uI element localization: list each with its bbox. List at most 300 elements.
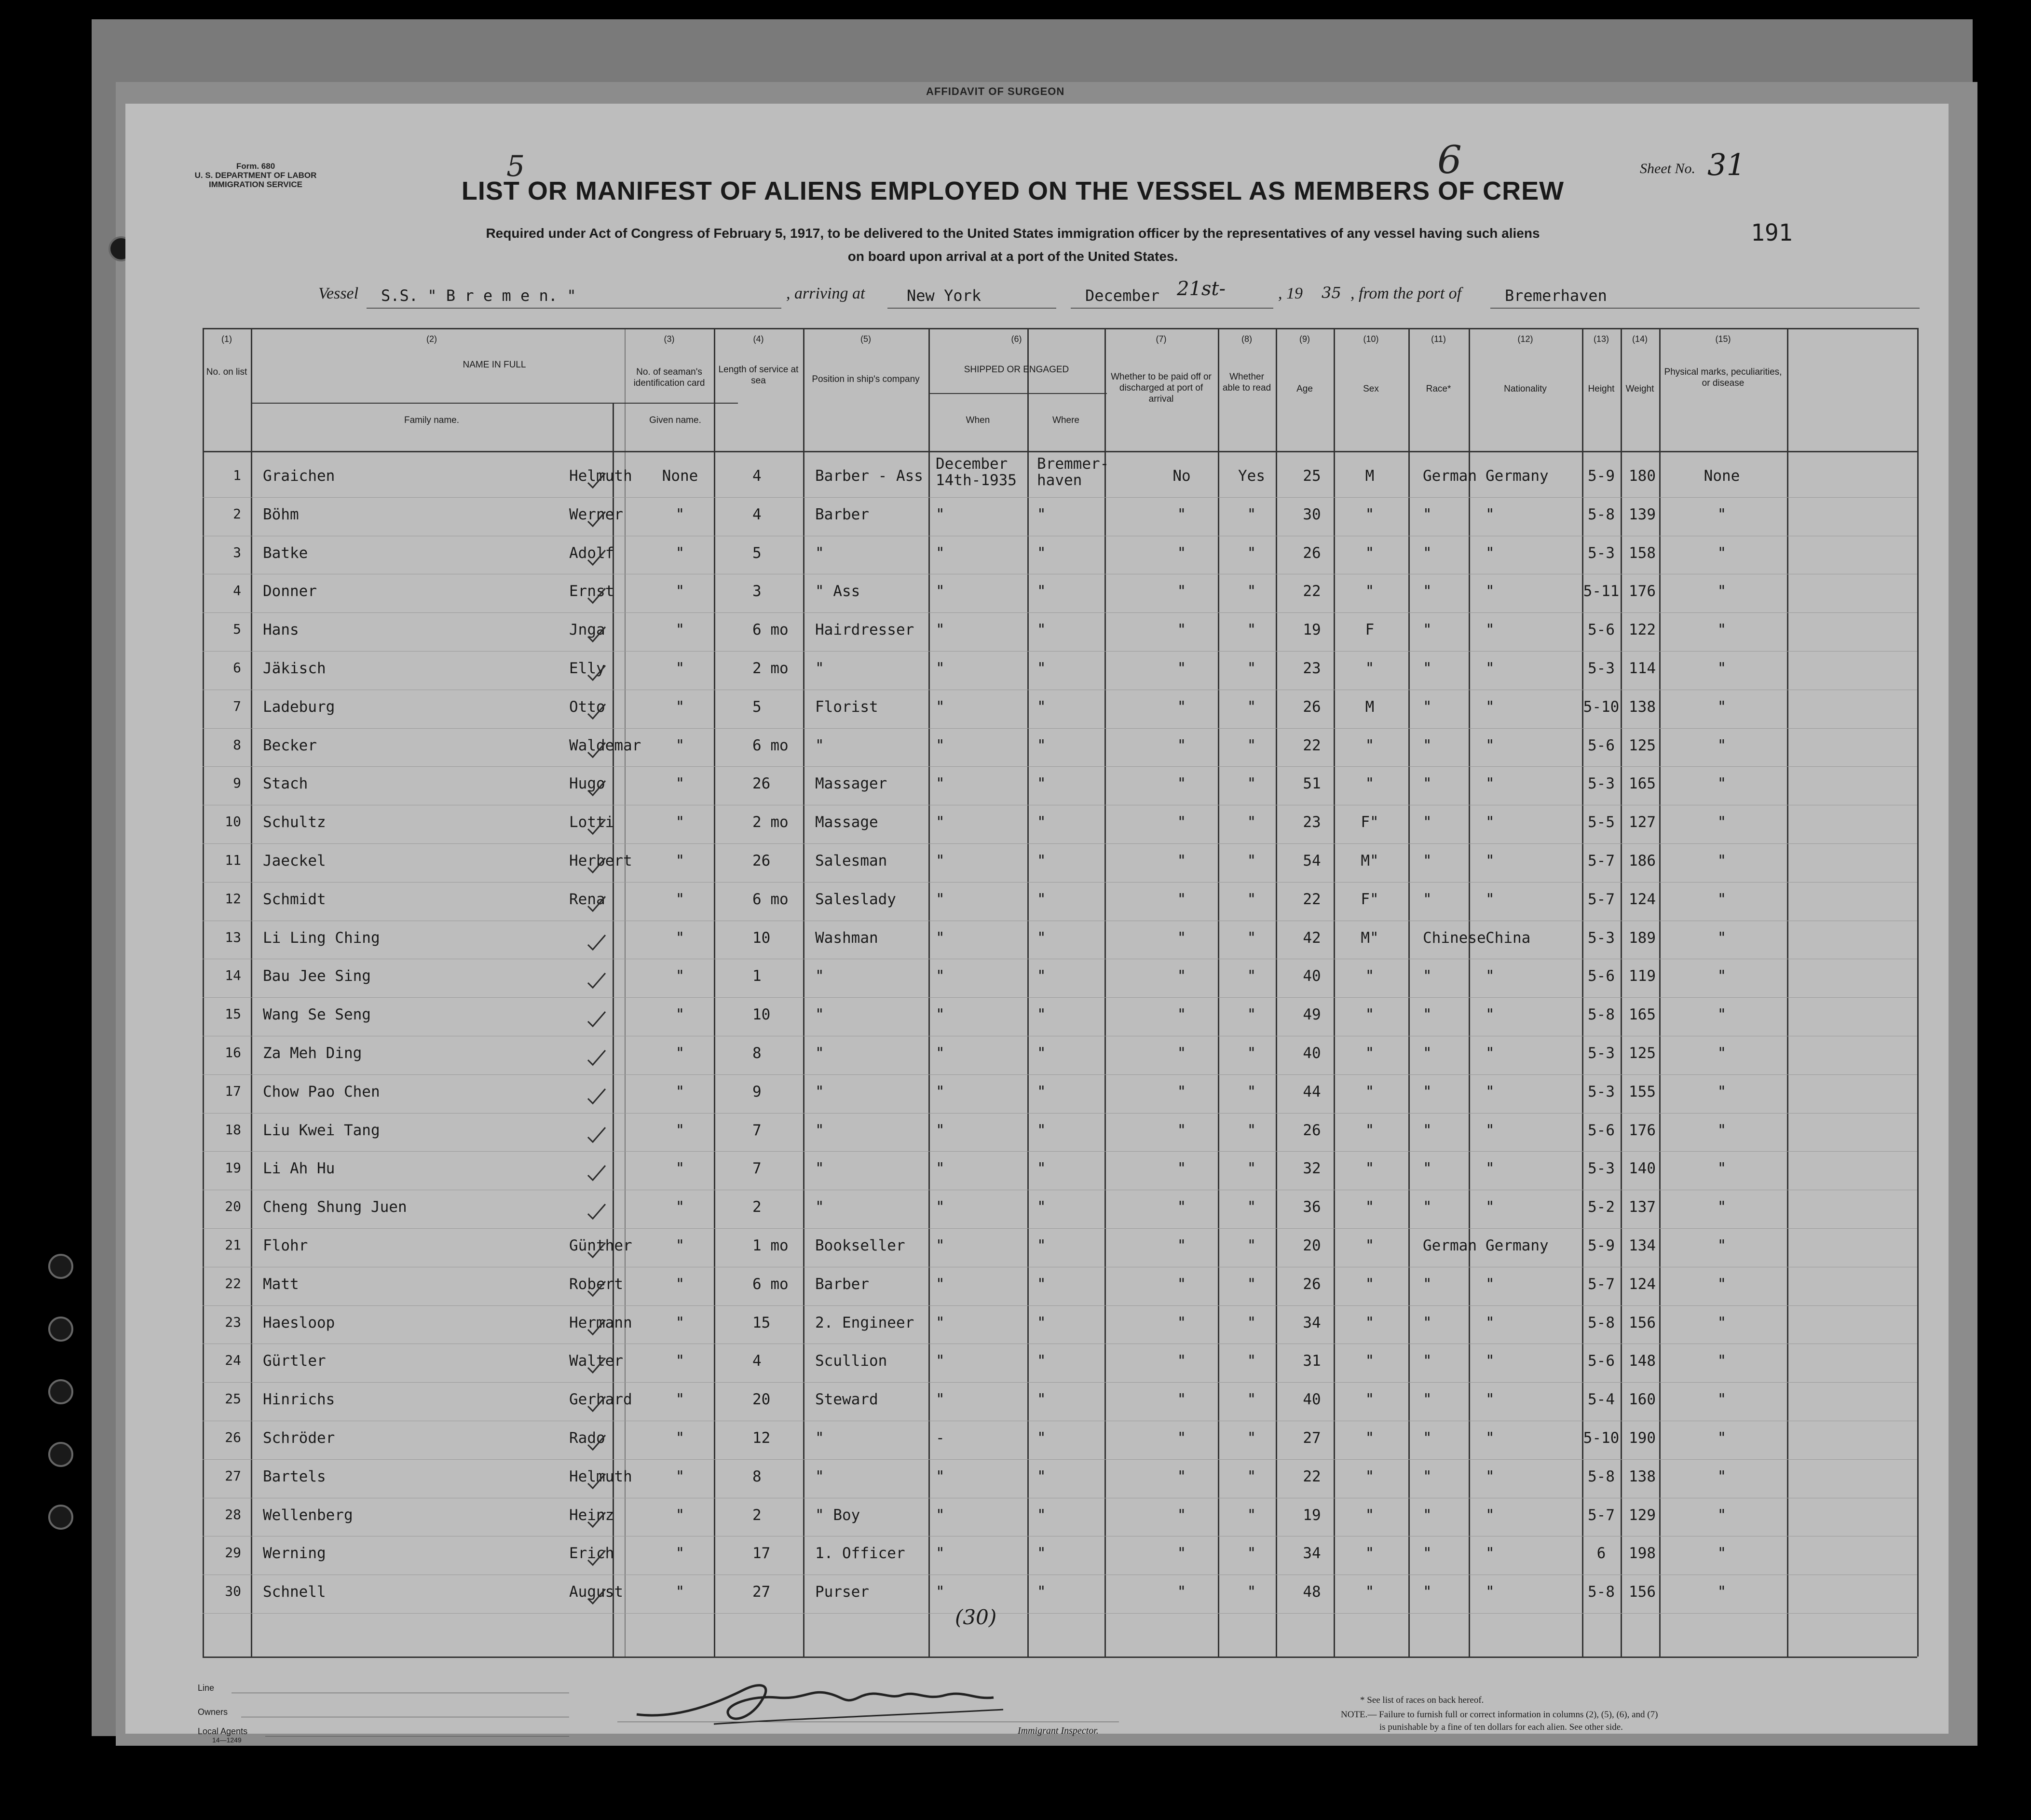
sex: " [1365, 1506, 1375, 1524]
paid-off: " [1177, 698, 1186, 716]
sex: F" [1361, 890, 1379, 908]
subheader-rule [251, 403, 738, 404]
height: 5-3 [1588, 1083, 1615, 1100]
age: 51 [1303, 775, 1321, 793]
paid-off: " [1177, 583, 1186, 600]
row-rule [203, 497, 1917, 498]
physical-marks: " [1717, 1583, 1727, 1601]
height: 5-11 [1583, 583, 1620, 600]
row-number: 24 [225, 1352, 241, 1369]
sex: " [1365, 1545, 1375, 1562]
table-column-rule [251, 328, 252, 1657]
weight: 176 [1629, 1121, 1656, 1139]
service-length: 2 [752, 1198, 762, 1216]
physical-marks: " [1717, 1275, 1727, 1293]
id-card: " [675, 1237, 685, 1254]
sex: " [1365, 1083, 1375, 1100]
shipped-when: " [936, 967, 945, 985]
physical-marks: " [1717, 1198, 1727, 1216]
paid-off: " [1177, 1545, 1186, 1562]
id-card: " [675, 1391, 685, 1409]
height: 5-6 [1588, 736, 1615, 754]
paid-off: " [1177, 1237, 1186, 1254]
position: " [815, 967, 824, 985]
sex: " [1365, 1121, 1375, 1139]
age: 23 [1303, 660, 1321, 677]
column-header-sex: Sex [1363, 384, 1379, 394]
shipped-where: " [1037, 1583, 1046, 1601]
position: " [815, 1083, 824, 1100]
check-mark-icon [586, 1047, 607, 1067]
paid-off: " [1177, 544, 1186, 562]
height: 5-3 [1588, 660, 1615, 677]
given-name: Herbert [569, 852, 632, 869]
check-mark-icon [586, 1394, 607, 1413]
from-port-label: , from the port of [1350, 285, 1462, 302]
manifest-sheet [125, 85, 1949, 1744]
age: 25 [1303, 467, 1321, 485]
race: German [1423, 467, 1477, 485]
paid-off: " [1177, 1006, 1186, 1024]
weight: 189 [1629, 929, 1656, 947]
age: 49 [1303, 1006, 1321, 1024]
shipped-where: " [1037, 621, 1046, 639]
check-mark-icon [586, 1548, 607, 1567]
shipped-subcolumn-rule [1027, 393, 1029, 1657]
department-name: U. S. DEPARTMENT OF LABOR [194, 171, 317, 180]
position: Salesman [815, 852, 887, 869]
row-number: 4 [233, 583, 241, 599]
height: 5-3 [1588, 929, 1615, 947]
sex: M [1365, 698, 1375, 716]
page-subtitle [376, 222, 1649, 268]
service-name: IMMIGRATION SERVICE [209, 180, 302, 189]
nationality: " [1486, 621, 1495, 639]
position: 2. Engineer [815, 1314, 914, 1331]
row-number: 19 [225, 1160, 241, 1176]
family-name: Matt [263, 1275, 299, 1293]
sex: " [1365, 1198, 1375, 1216]
shipped-where: " [1037, 1237, 1046, 1254]
row-rule [203, 612, 1917, 613]
check-mark-icon [586, 1509, 607, 1529]
weight: 160 [1629, 1391, 1656, 1409]
row-number: 15 [225, 1006, 241, 1022]
able-to-read: " [1247, 1429, 1256, 1447]
family-name: Wang Se Seng [263, 1006, 371, 1024]
able-to-read: " [1247, 1160, 1256, 1178]
row-rule [203, 882, 1917, 883]
height: 5-3 [1588, 1160, 1615, 1178]
able-to-read: " [1247, 1467, 1256, 1485]
weight: 138 [1629, 698, 1656, 716]
column-header-paid-off: Whether to be paid off or discharged at port of arrival [1111, 372, 1212, 404]
weight: 155 [1629, 1083, 1656, 1100]
able-to-read: " [1247, 1198, 1256, 1216]
table-column-rule [1276, 328, 1277, 1657]
nationality: " [1486, 1160, 1495, 1178]
weight: 137 [1629, 1198, 1656, 1216]
paid-off: " [1177, 967, 1186, 985]
check-mark-icon [586, 1317, 607, 1336]
binder-hole [48, 1317, 73, 1342]
given-name: Adolf [569, 544, 614, 562]
family-name: Wellenberg [263, 1506, 353, 1524]
row-number: 6 [233, 660, 241, 676]
row-number: 1 [233, 467, 241, 483]
table-column-rule [1469, 328, 1470, 1657]
shipped-where: " [1037, 967, 1046, 985]
column-number: (11) [1431, 334, 1446, 344]
paid-off: " [1177, 1314, 1186, 1331]
shipped-where: " [1037, 1045, 1046, 1062]
race: " [1423, 814, 1432, 831]
height: 5-9 [1588, 467, 1615, 485]
service-length: 10 [752, 929, 771, 947]
id-card: " [675, 1429, 685, 1447]
column-header-position: Position in ship's company [812, 374, 920, 384]
sex: " [1365, 583, 1375, 600]
physical-marks: " [1717, 1314, 1727, 1331]
column-header-length-service: Length of service at sea [718, 365, 799, 386]
age: 44 [1303, 1083, 1321, 1100]
shipped-when: " [936, 929, 945, 947]
service-length: 15 [752, 1314, 771, 1331]
id-card: " [675, 583, 685, 600]
given-name: Elly [569, 660, 605, 677]
id-card: " [675, 505, 685, 523]
shipped-where: " [1037, 775, 1046, 793]
position: Saleslady [815, 890, 896, 908]
paid-off: " [1177, 1467, 1186, 1485]
position: " [815, 1160, 824, 1178]
able-to-read: " [1247, 1352, 1256, 1370]
race: " [1423, 1545, 1432, 1562]
position: Hairdresser [815, 621, 914, 639]
race: " [1423, 736, 1432, 754]
height: 6 [1596, 1545, 1606, 1562]
physical-marks: " [1717, 1237, 1727, 1254]
weight: 165 [1629, 1006, 1656, 1024]
sex: " [1365, 1429, 1375, 1447]
nationality: " [1486, 1467, 1495, 1485]
shipped-when: " [936, 890, 945, 908]
check-mark-icon [586, 1355, 607, 1374]
weight: 114 [1629, 660, 1656, 677]
nationality: " [1486, 544, 1495, 562]
shipped-when: " [936, 1006, 945, 1024]
sex: " [1365, 1237, 1375, 1254]
paid-off: " [1177, 1583, 1186, 1601]
shipped-where: " [1037, 1275, 1046, 1293]
shipped-where: " [1037, 1006, 1046, 1024]
check-mark-icon [586, 816, 607, 836]
paid-off: " [1177, 814, 1186, 831]
age: 22 [1303, 736, 1321, 754]
age: 34 [1303, 1314, 1321, 1331]
shipped-where: " [1037, 929, 1046, 947]
column-number: (7) [1156, 334, 1167, 344]
physical-marks: " [1717, 1545, 1727, 1562]
shipped-where: " [1037, 814, 1046, 831]
service-length: 6 mo [752, 1275, 789, 1293]
age: 34 [1303, 1545, 1321, 1562]
position: " [815, 544, 824, 562]
weight: 127 [1629, 814, 1656, 831]
given-name: Günther [569, 1237, 632, 1254]
races-note: * See list of races on back hereof. [1360, 1695, 1484, 1705]
weight: 148 [1629, 1352, 1656, 1370]
row-number: 26 [225, 1429, 241, 1445]
vessel-label: Vessel [318, 285, 359, 302]
table-column-rule [1621, 328, 1622, 1657]
race: " [1423, 852, 1432, 869]
weight: 122 [1629, 621, 1656, 639]
position: " [815, 1006, 824, 1024]
column-header-id-card: No. of seaman's identification card [633, 367, 705, 388]
age: 26 [1303, 544, 1321, 562]
weight: 190 [1629, 1429, 1656, 1447]
weight: 198 [1629, 1545, 1656, 1562]
row-rule [203, 843, 1917, 844]
table-horizontal-rule [203, 328, 1917, 329]
column-header-where: Where [1052, 415, 1079, 425]
shipped-when: " [936, 1314, 945, 1331]
service-length: 2 [752, 1506, 762, 1524]
form-code: 14—1249 [212, 1736, 242, 1744]
race: " [1423, 1198, 1432, 1216]
able-to-read: " [1247, 929, 1256, 947]
physical-marks: " [1717, 698, 1727, 716]
shipped-when: " [936, 1121, 945, 1139]
table-column-rule [1104, 328, 1106, 1657]
check-mark-icon [586, 1471, 607, 1490]
nationality: " [1486, 505, 1495, 523]
check-mark-icon [586, 470, 607, 489]
given-name: Rena [569, 890, 605, 908]
sex: F" [1361, 814, 1379, 831]
shipped-when: " [936, 814, 945, 831]
column-header-age: Age [1296, 384, 1313, 394]
service-length: 26 [752, 775, 771, 793]
check-mark-icon [586, 1009, 607, 1028]
handwritten-mark-5: 5 [506, 149, 525, 183]
id-card: " [675, 1314, 685, 1331]
paid-off: " [1177, 1198, 1186, 1216]
position: " [815, 736, 824, 754]
service-length: 2 mo [752, 814, 789, 831]
service-length: 8 [752, 1467, 762, 1485]
service-length: 3 [752, 583, 762, 600]
height: 5-7 [1588, 890, 1615, 908]
given-name: Helmuth [569, 1467, 632, 1485]
able-to-read: " [1247, 1545, 1256, 1562]
nationality: " [1486, 1121, 1495, 1139]
physical-marks: " [1717, 583, 1727, 600]
id-card: " [675, 1467, 685, 1485]
nationality: " [1486, 1006, 1495, 1024]
nationality: " [1486, 890, 1495, 908]
local-agents-label: Local Agents [198, 1726, 248, 1736]
column-number: (1) [221, 334, 232, 344]
id-card: None [662, 467, 698, 485]
form-number: Form. 680 [236, 162, 275, 171]
date-year: 35 [1322, 284, 1341, 302]
check-mark-icon [586, 1432, 607, 1452]
column-number: (3) [664, 334, 675, 344]
sex: " [1365, 775, 1375, 793]
race: " [1423, 544, 1432, 562]
column-number: (14) [1632, 334, 1648, 344]
able-to-read: " [1247, 1314, 1256, 1331]
age: 26 [1303, 1275, 1321, 1293]
height: 5-8 [1588, 505, 1615, 523]
shipped-where: " [1037, 698, 1046, 716]
family-name: Jaeckel [263, 852, 326, 869]
service-length: 20 [752, 1391, 771, 1409]
sex: " [1365, 1352, 1375, 1370]
weight: 129 [1629, 1506, 1656, 1524]
column-number: (9) [1299, 334, 1310, 344]
sex: M" [1361, 852, 1379, 869]
paid-off: " [1177, 1045, 1186, 1062]
service-length: 2 mo [752, 660, 789, 677]
race: " [1423, 1583, 1432, 1601]
able-to-read: " [1247, 1006, 1256, 1024]
family-name: Hans [263, 621, 299, 639]
check-mark-icon [586, 1125, 607, 1144]
shipped-where: " [1037, 583, 1046, 600]
race: " [1423, 1006, 1432, 1024]
weight: 176 [1629, 583, 1656, 600]
id-card: " [675, 660, 685, 677]
column-number: (2) [426, 334, 437, 344]
position: " [815, 1467, 824, 1485]
position: " Boy [815, 1506, 860, 1524]
row-number: 27 [225, 1467, 241, 1484]
race: " [1423, 621, 1432, 639]
row-number: 7 [233, 698, 241, 714]
service-length: 26 [752, 852, 771, 869]
row-number: 23 [225, 1314, 241, 1330]
race: German [1423, 1237, 1477, 1254]
paid-off: " [1177, 621, 1186, 639]
row-number: 25 [225, 1391, 241, 1407]
shipped-when: " [936, 1045, 945, 1062]
shipped-when: " [936, 583, 945, 600]
shipped-where: " [1037, 1506, 1046, 1524]
given-name: Hugo [569, 775, 605, 793]
given-name: Hermann [569, 1314, 632, 1331]
nationality: Germany [1486, 467, 1549, 485]
able-to-read: " [1247, 621, 1256, 639]
from-port: Bremerhaven [1505, 286, 1607, 305]
shipped-where: " [1037, 1352, 1046, 1370]
row-number: 22 [225, 1275, 241, 1291]
fine-note-line-1: NOTE.— Failure to furnish full or correct information in columns (2), (5), (6), and (7) [1341, 1710, 1658, 1720]
date-month: December [1085, 286, 1160, 305]
age: 31 [1303, 1352, 1321, 1370]
race: " [1423, 1275, 1432, 1293]
paid-off: " [1177, 1506, 1186, 1524]
shipped-where: " [1037, 1121, 1046, 1139]
shipped-when: " [936, 775, 945, 793]
handwritten-mark-6: 6 [1437, 137, 1462, 182]
paid-off: " [1177, 1275, 1186, 1293]
physical-marks: " [1717, 736, 1727, 754]
sex: M" [1361, 929, 1379, 947]
department-block [145, 162, 367, 189]
able-to-read: " [1247, 852, 1256, 869]
given-name: Robert [569, 1275, 623, 1293]
position: 1. Officer [815, 1545, 905, 1562]
race: " [1423, 1121, 1432, 1139]
family-name: Graichen [263, 467, 335, 485]
height: 5-6 [1588, 967, 1615, 985]
service-length: 8 [752, 1045, 762, 1062]
able-to-read: " [1247, 1583, 1256, 1601]
date-underline [1071, 308, 1273, 309]
check-mark-icon [586, 970, 607, 990]
race: " [1423, 967, 1432, 985]
family-name: Donner [263, 583, 317, 600]
id-card: " [675, 1045, 685, 1062]
given-name: Erich [569, 1545, 614, 1562]
shipped-when: " [936, 1583, 945, 1601]
able-to-read: " [1247, 505, 1256, 523]
sex: " [1365, 1314, 1375, 1331]
shipped-when: - [936, 1429, 945, 1447]
id-card: " [675, 736, 685, 754]
nationality: " [1486, 967, 1495, 985]
shipped-when: " [936, 505, 945, 523]
weight: 180 [1629, 467, 1656, 485]
family-name: Gürtler [263, 1352, 326, 1370]
subtitle-line-2: on board upon arrival at a port of the United States. [847, 249, 1178, 264]
table-column-rule [1408, 328, 1410, 1657]
race: " [1423, 775, 1432, 793]
family-name: Hinrichs [263, 1391, 335, 1409]
age: 40 [1303, 1045, 1321, 1062]
physical-marks: " [1717, 929, 1727, 947]
nationality: " [1486, 1198, 1495, 1216]
sex: " [1365, 1583, 1375, 1601]
family-name: Bartels [263, 1467, 326, 1485]
column-number: (12) [1517, 334, 1533, 344]
service-length: 6 mo [752, 890, 789, 908]
row-number: 30 [225, 1583, 241, 1600]
from-port-underline [1490, 308, 1920, 309]
height: 5-7 [1588, 852, 1615, 869]
id-card: " [675, 1083, 685, 1100]
race: " [1423, 1314, 1432, 1331]
family-name: Becker [263, 736, 317, 754]
table-column-rule [1787, 328, 1788, 1657]
table-column-rule [928, 328, 930, 1657]
able-to-read: " [1247, 544, 1256, 562]
race: " [1423, 1160, 1432, 1178]
id-card: " [675, 698, 685, 716]
check-mark-icon [586, 1163, 607, 1182]
check-mark-icon [586, 778, 607, 797]
family-name: Cheng Shung Juen [263, 1198, 407, 1216]
shipped-where: " [1037, 1391, 1046, 1409]
column-header-weight: Weight [1625, 384, 1654, 394]
position: Massager [815, 775, 887, 793]
physical-marks: " [1717, 544, 1727, 562]
column-header-shipped: SHIPPED OR ENGAGED [964, 365, 1069, 375]
family-name: Li Ah Hu [263, 1160, 335, 1178]
